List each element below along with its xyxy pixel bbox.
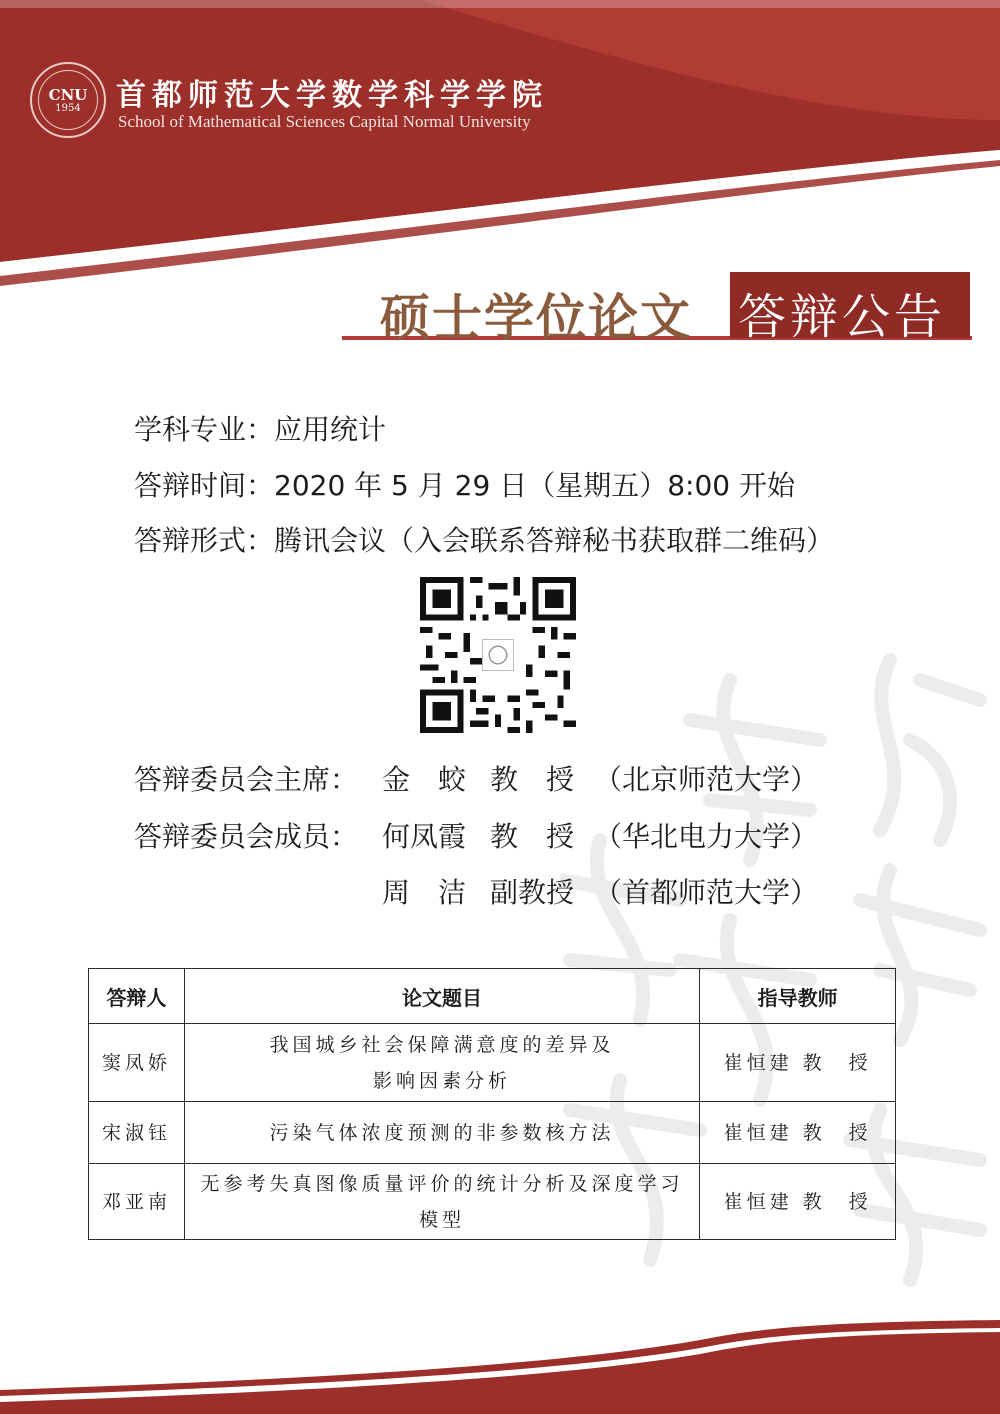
members-label: 答辩委员会成员： bbox=[134, 820, 359, 853]
member-name: 周 洁 bbox=[382, 876, 467, 909]
member-title: 副教授 bbox=[490, 876, 575, 909]
qr-code-icon bbox=[420, 577, 576, 733]
column-header-topic: 论文题目 bbox=[184, 969, 699, 1024]
student-cell: 窦凤娇 bbox=[89, 1024, 185, 1102]
footer-banner bbox=[0, 1320, 1000, 1414]
table-row bbox=[89, 1024, 896, 1102]
column-header-advisor: 指导教师 bbox=[700, 969, 896, 1024]
table-header-row bbox=[89, 969, 896, 1024]
table-row bbox=[89, 1164, 896, 1240]
logo-abbr: CNU bbox=[48, 85, 88, 104]
logo-year: 1954 bbox=[55, 102, 81, 114]
logo-ring bbox=[38, 70, 98, 130]
university-logo bbox=[30, 62, 106, 138]
chair-name: 金 蛟 bbox=[382, 763, 467, 796]
student-cell: 邓亚南 bbox=[89, 1164, 185, 1240]
advisor-cell: 崔恒建 教 授 bbox=[700, 1024, 896, 1102]
topic-line: 污染气体浓度预测的非参数核方法 bbox=[269, 1121, 615, 1144]
member-affiliation: （首都师范大学） bbox=[594, 876, 819, 909]
student-cell: 宋淑钰 bbox=[89, 1102, 185, 1164]
thesis-table bbox=[88, 968, 896, 1240]
column-header-student: 答辩人 bbox=[89, 969, 185, 1024]
advisor-cell: 崔恒建 教 授 bbox=[700, 1102, 896, 1164]
topic-line: 我国城乡社会保障满意度的差异及 bbox=[269, 1033, 615, 1056]
title-badge-text: 答辩公告 bbox=[738, 289, 947, 345]
info-format: 答辩形式：腾讯会议（入会联系答辩秘书获取群二维码） bbox=[134, 524, 835, 557]
chair-title: 教 授 bbox=[490, 763, 575, 796]
chair-label: 答辩委员会主席： bbox=[134, 763, 359, 796]
info-major: 学科专业：应用统计 bbox=[134, 413, 387, 446]
info-time: 答辩时间：2020 年 5 月 29 日（星期五）8:00 开始 bbox=[134, 469, 795, 502]
topic-cell bbox=[184, 1024, 699, 1102]
topic-line: 模型 bbox=[419, 1208, 466, 1231]
school-name-cn: 首都师范大学数学科学学院 bbox=[116, 78, 548, 113]
table-row bbox=[89, 1102, 896, 1164]
chair-affiliation: （北京师范大学） bbox=[594, 763, 819, 796]
topic-cell bbox=[184, 1164, 699, 1240]
topic-line: 无参考失真图像质量评价的统计分析及深度学习 bbox=[200, 1172, 684, 1195]
member-title: 教 授 bbox=[490, 820, 575, 853]
member-affiliation: （华北电力大学） bbox=[594, 820, 819, 853]
page-title: 硕士学位论文 bbox=[380, 289, 692, 347]
header-banner bbox=[0, 0, 1000, 300]
topic-cell bbox=[184, 1102, 699, 1164]
topic-line: 影响因素分析 bbox=[373, 1069, 512, 1092]
member-name: 何凤霞 bbox=[382, 820, 467, 853]
school-name-en: School of Mathematical Sciences Capital Normal University bbox=[118, 112, 531, 131]
advisor-cell: 崔恒建 教 授 bbox=[700, 1164, 896, 1240]
